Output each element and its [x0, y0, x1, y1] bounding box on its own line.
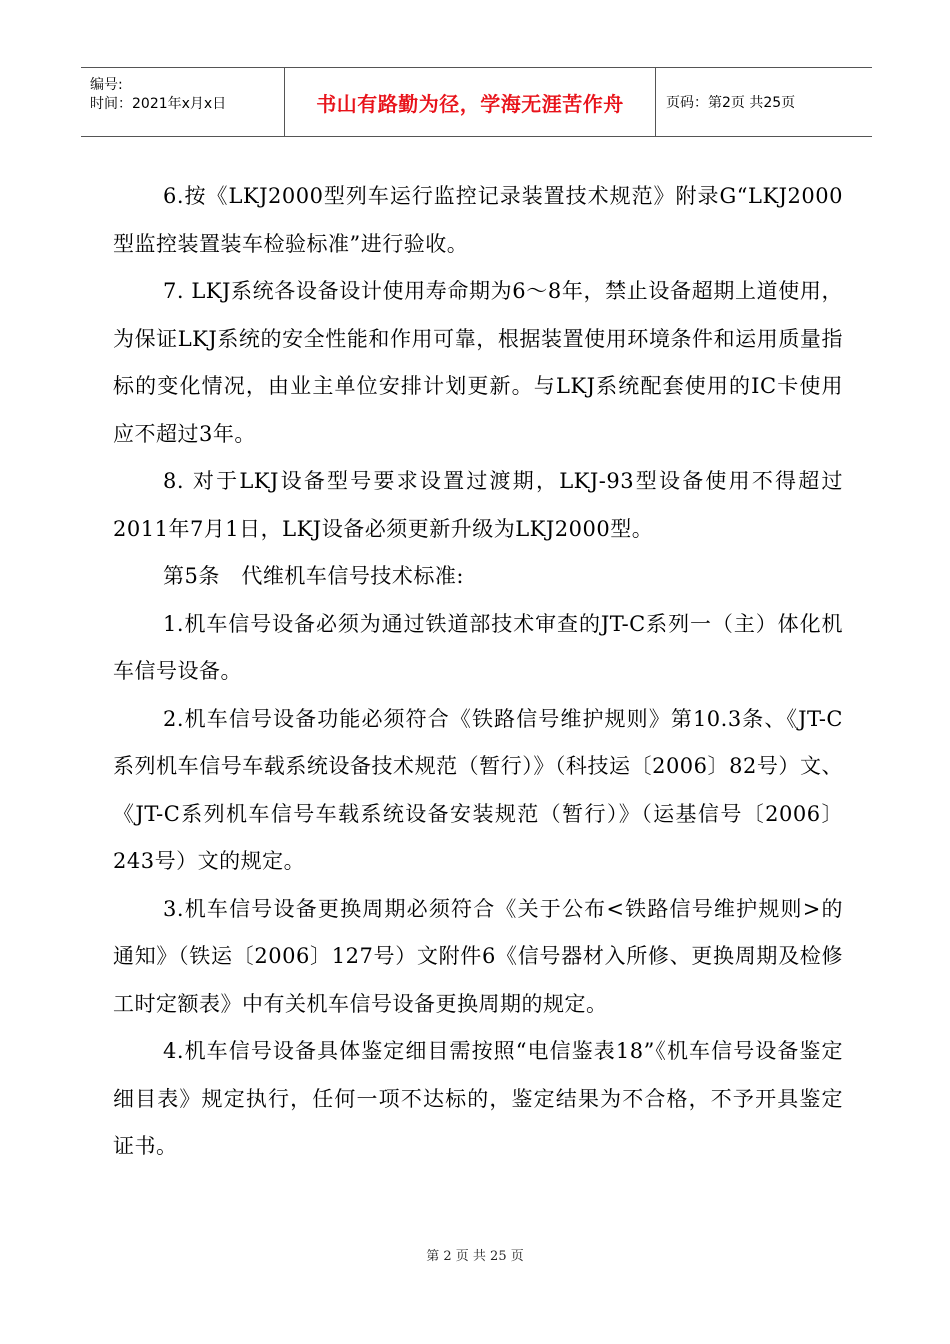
paragraph: 6.按《LKJ2000型列车运行监控记录装置技术规范》附录G“LKJ2000型监控装置装车检验标准”进行验收。 [113, 184, 843, 256]
paragraph: 1.机车信号设备必须为通过铁道部技术审查的JT-C系列一（主）体化机车信号设备。 [113, 611, 843, 683]
paragraph: 7. LKJ系统各设备设计使用寿命期为6～8年，禁止设备超期上道使用，为保证LKJ系统的安全性能和作用可靠，根据装置使用环境条件和运用质量指标的变化情况，由业主单位安排计划更新。与LKJ系统配套使用的IC卡使用应不超过3年。 [113, 279, 843, 446]
page-footer: 第 2 页 共 25 页 [426, 1249, 524, 1264]
page-header [81, 67, 872, 137]
document-time-label: 时间：2021年x月x日 [90, 96, 227, 112]
header-motto: 书山有路勤为径，学海无涯苦作舟 [316, 91, 624, 116]
document-body [113, 173, 843, 1171]
section-heading: 第5条 代维机车信号技术标准: [163, 564, 464, 588]
paragraph: 3.机车信号设备更换周期必须符合《关于公布<铁路信号维护规则>的通知》（铁运〔2006〕127号）文附件6《信号器材入所修、更换周期及检修工时定额表》中有关机车信号设备更换周期的规定。 [113, 896, 843, 1016]
paragraph: 8. 对于LKJ设备型号要求设置过渡期，LKJ-93型设备使用不得超过2011年7月1日，LKJ设备必须更新升级为LKJ2000型。 [113, 469, 843, 541]
document-number-label: 编号: [90, 77, 123, 93]
paragraph: 4.机车信号设备具体鉴定细目需按照“电信鉴表18”《机车信号设备鉴定细目表》规定执行，任何一项不达标的，鉴定结果为不合格，不予开具鉴定证书。 [113, 1039, 843, 1158]
header-meta [81, 68, 285, 136]
paragraph: 2.机车信号设备功能必须符合《铁路信号维护规则》第10.3条、《JT-C系列机车信号车载系统设备技术规范（暂行）》（科技运〔2006〕82号）文、《JT-C系列机车信号车载系统设备安装规范（暂行）》（运基信号〔2006〕243号）文的规定。 [113, 706, 843, 873]
header-page-info: 页码：第2页 共25页 [666, 95, 796, 111]
header-motto-cell [285, 68, 656, 136]
